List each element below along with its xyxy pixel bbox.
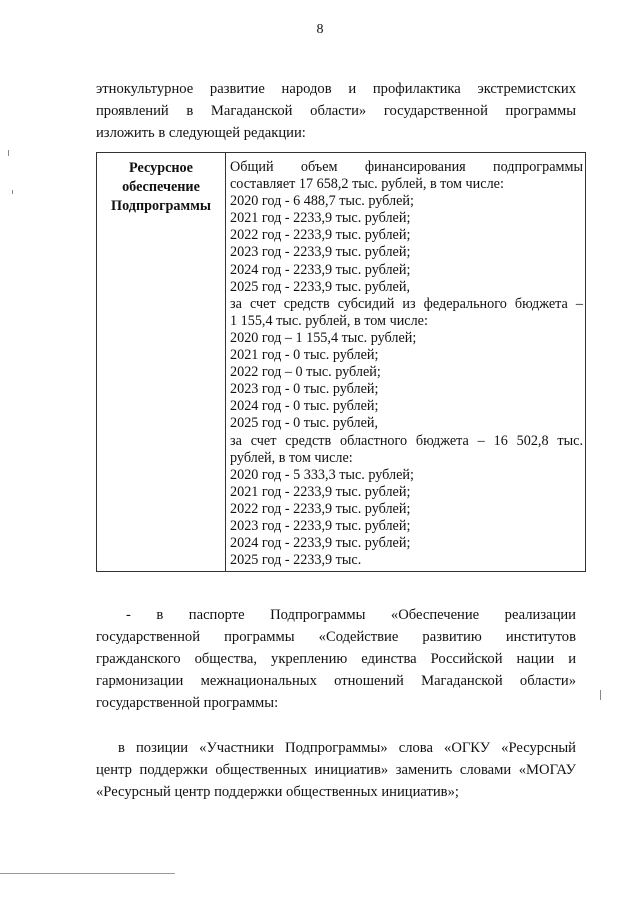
table-line: 2022 год – 0 тыс. рублей; (230, 364, 381, 381)
table-line: 2022 год - 2233,9 тыс. рублей; (230, 227, 411, 244)
paragraph-passport (96, 604, 576, 714)
resource-table (96, 152, 586, 572)
text-line: государственной программы «Содействие развитию институтов (96, 629, 576, 645)
text-line: гражданского общества, укреплению единства Российской нации и (96, 651, 576, 667)
text-line: - в паспорте Подпрограммы «Обеспечение реализации (126, 607, 576, 623)
text-line: в позиции «Участники Подпрограммы» слова «ОГКУ «Ресурсный (118, 740, 576, 756)
table-line: 2025 год - 2233,9 тыс. рублей, (230, 278, 410, 295)
footer-rule (0, 873, 175, 874)
table-line: за счет средств субсидий из федерального бюджета – (230, 295, 583, 312)
table-line: 2020 год - 6 488,7 тыс. рублей; (230, 193, 414, 210)
table-line: 2025 год - 0 тыс. рублей, (230, 415, 379, 432)
table-line: 2021 год - 2233,9 тыс. рублей; (230, 483, 411, 500)
table-line: 2023 год - 2233,9 тыс. рублей; (230, 244, 411, 261)
header-line: Подпрограммы (111, 198, 211, 214)
table-line: рублей, в том числе: (230, 449, 353, 466)
header-line: Ресурсное (129, 160, 193, 176)
table-line: 2025 год - 2233,9 тыс. (230, 552, 362, 569)
header-line: обеспечение (122, 179, 200, 195)
table-line: 2024 год - 2233,9 тыс. рублей; (230, 261, 411, 278)
table-line: за счет средств областного бюджета – 16 502,8 тыс. (230, 432, 583, 449)
scan-mark (12, 190, 13, 194)
text-line: центр поддержки общественных инициатив» заменить словами «МОГАУ (96, 762, 576, 778)
table-line: 2023 год - 0 тыс. рублей; (230, 381, 379, 398)
page-number: 8 (316, 22, 324, 37)
table-header-cell (97, 153, 226, 572)
table-line: 2024 год - 2233,9 тыс. рублей; (230, 535, 411, 552)
intro-paragraph (96, 78, 576, 144)
table-line: 2024 год - 0 тыс. рублей; (230, 398, 379, 415)
table-line: 2020 год – 1 155,4 тыс. рублей; (230, 329, 417, 346)
table-line: 2020 год - 5 333,3 тыс. рублей; (230, 466, 414, 483)
table-line: 2021 год - 2233,9 тыс. рублей; (230, 210, 411, 227)
table-line: 2023 год - 2233,9 тыс. рублей; (230, 517, 411, 534)
text-line: государственной программы: (96, 695, 279, 711)
scan-mark (600, 690, 601, 700)
paragraph-participants (96, 737, 576, 803)
table-content-cell (226, 153, 586, 572)
text-line: изложить в следующей редакции: (96, 125, 306, 141)
table-line: 1 155,4 тыс. рублей, в том числе: (230, 312, 428, 329)
text-line: этнокультурное развитие народов и профилактика экстремистских (96, 81, 576, 97)
table-line: 2021 год - 0 тыс. рублей; (230, 347, 379, 364)
table-line: Общий объем финансирования подпрограммы (230, 159, 583, 175)
text-line: гармонизации межнациональных отношений Магаданской области» (96, 673, 576, 689)
text-line: проявлений в Магаданской области» государственной программы (96, 103, 576, 119)
table-line: составляет 17 658,2 тыс. рублей, в том числе: (230, 176, 504, 193)
text-line: «Ресурсный центр поддержки общественных инициатив»; (96, 784, 459, 800)
scan-mark (8, 150, 9, 156)
table-line: 2022 год - 2233,9 тыс. рублей; (230, 500, 411, 517)
